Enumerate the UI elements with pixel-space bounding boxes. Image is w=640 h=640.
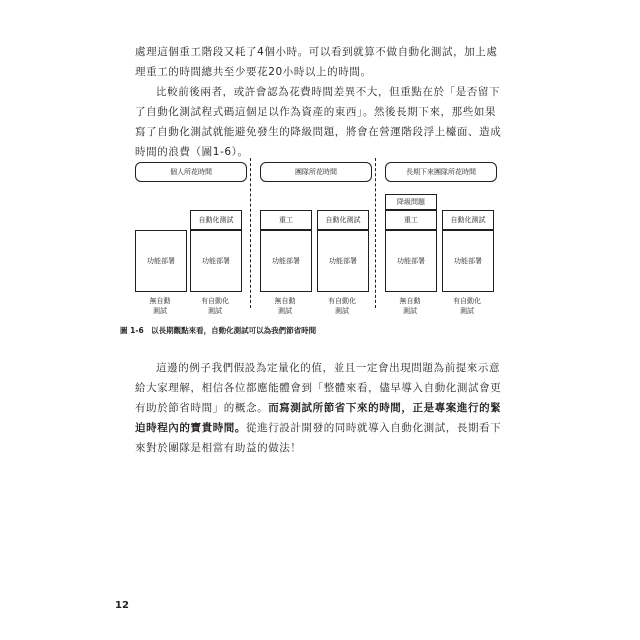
group-separator bbox=[375, 158, 376, 308]
autotest-box bbox=[190, 210, 242, 230]
feature-box bbox=[135, 230, 187, 292]
feature-box bbox=[385, 230, 437, 292]
feature-box bbox=[317, 230, 369, 292]
paragraph-1: 處理這個重工階段又耗了4個小時。可以看到就算不做自動化測試，加上處理重工的時間總共至少要花20小時以上的時間。 bbox=[135, 46, 498, 78]
feature-box bbox=[260, 230, 312, 292]
paragraph-2: 比較前後兩者，或許會認為花費時間差異不大，但重點在於「是否留下了自動化測試程式碼這個足以作為資產的東西」。然後長期下來，那些如果寫了自動化測試就能避免發生的降級問題，將會在營運階段浮上檯面、造成時間的浪費（圖1-6）。 bbox=[135, 86, 502, 158]
feature-label: 功能部署 bbox=[272, 257, 300, 265]
figure-caption: 圖 1-6 以長期觀點來看，自動化測試可以為我們節省時間 bbox=[120, 326, 317, 335]
autotest-box bbox=[317, 210, 369, 230]
feature-box bbox=[442, 230, 494, 292]
rework-box bbox=[260, 210, 312, 230]
feature-label: 功能部署 bbox=[329, 257, 357, 265]
autotest-box bbox=[442, 210, 494, 230]
figure-1-6-diagram bbox=[120, 150, 505, 345]
paragraph-3-text-a: 這邊的例子我們假設為定量化的值，並且一定會出現問題為前提來示意給大家理解，相信各位都應能體會到「整體來看，儘早導入自動化測試會更有助於節省時間」的概念。 bbox=[135, 362, 502, 414]
regression-label: 降級問題 bbox=[397, 198, 425, 206]
with-autotest-caption: 有自動化 測試 bbox=[328, 297, 356, 315]
feature-label: 功能部署 bbox=[202, 257, 230, 265]
no-autotest-caption: 無自動 測試 bbox=[149, 297, 171, 315]
rework-label: 重工 bbox=[279, 216, 293, 224]
paragraph-3 bbox=[135, 358, 505, 458]
no-autotest-caption: 無自動 測試 bbox=[274, 297, 296, 315]
rework-label: 重工 bbox=[404, 216, 418, 224]
autotest-label: 自動化測試 bbox=[198, 216, 234, 224]
paragraph-3-bold: 而寫測試所節省下來的時間，正是專案進行的緊迫時程內的寶貴時間。 bbox=[135, 402, 502, 434]
with-autotest-caption: 有自動化 測試 bbox=[453, 297, 481, 315]
with-autotest-caption: 有自動化 測試 bbox=[201, 297, 229, 315]
group-header-long-term: 長期下來團隊所花時間 bbox=[385, 162, 497, 182]
no-autotest-caption: 無自動 測試 bbox=[399, 297, 421, 315]
regression-box bbox=[385, 194, 437, 210]
group-header-individual: 個人所花時間 bbox=[135, 162, 247, 182]
paragraph-3-text-b: 從進行設計開發的同時就導入自動化測試，長期看下來對於團隊是相當有助益的做法！ bbox=[135, 422, 502, 454]
feature-label: 功能部署 bbox=[147, 257, 175, 265]
feature-label: 功能部署 bbox=[397, 257, 425, 265]
autotest-label: 自動化測試 bbox=[325, 216, 361, 224]
autotest-label: 自動化測試 bbox=[450, 216, 486, 224]
feature-box bbox=[190, 230, 242, 292]
group-separator bbox=[250, 158, 251, 308]
group-header-team: 團隊所花時間 bbox=[260, 162, 372, 182]
feature-label: 功能部署 bbox=[454, 257, 482, 265]
page-number: 12 bbox=[115, 600, 129, 611]
rework-box bbox=[385, 210, 437, 230]
